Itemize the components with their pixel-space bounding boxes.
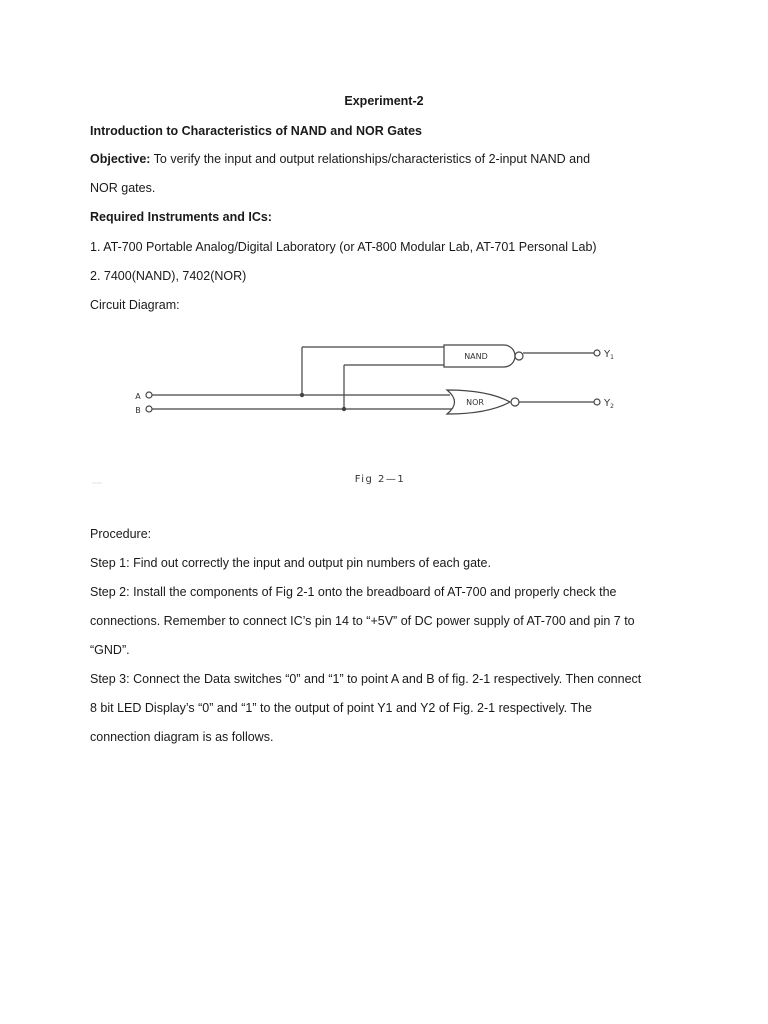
instrument-item-2: 2. 7400(NAND), 7402(NOR) [90,269,247,283]
objective-line-2: NOR gates. [90,181,156,195]
y1-terminal [594,350,600,356]
section-title: Introduction to Characteristics of NAND and NOR Gates [90,124,422,138]
a-terminal [146,392,152,398]
y2-label: $Y_2$ [604,398,614,410]
procedure-line-6: 8 bit LED Display’s “0” and “1” to the output of point Y1 and Y2 of Fig. 2-1 respectively. The [90,701,592,715]
nand-label: NAND [464,352,488,361]
circuit-heading: Circuit Diagram: [90,298,180,312]
procedure-line-1: Step 1: Find out correctly the input and output pin numbers of each gate. [90,556,491,570]
y2-terminal [594,399,600,405]
junction-b [342,407,346,411]
procedure-line-2: Step 2: Install the components of Fig 2-1 onto the breadboard of AT-700 and properly check the [90,585,617,599]
instruments-heading: Required Instruments and ICs: [90,210,272,224]
input-b-label: B [135,406,141,415]
procedure-line-7: connection diagram is as follows. [90,730,274,744]
junction-a [300,393,304,397]
circuit-diagram-svg [90,333,690,493]
objective-label: Objective: [90,152,151,166]
objective-line-1 [90,152,590,166]
procedure-heading: Procedure: [90,527,152,541]
procedure-line-4: “GND”. [90,643,130,657]
input-a-label: A [135,392,141,401]
nor-label: NOR [466,398,484,407]
b-terminal [146,406,152,412]
procedure-line-3: connections. Remember to connect IC’s pin 14 to “+5V” of DC power supply of AT-700 and pin 7 to [90,614,635,628]
objective-text-1: To verify the input and output relationships/characteristics of 2-input NAND and [150,152,591,166]
nor-bubble [511,398,519,406]
procedure-line-5: Step 3: Connect the Data switches “0” and “1” to point A and B of fig. 2-1 respectively. Then connect [90,672,642,686]
experiment-title: Experiment-2 [344,94,424,108]
nand-bubble [515,352,523,360]
circuit-diagram [90,333,690,493]
instrument-item-1: 1. AT-700 Portable Analog/Digital Laboratory (or AT-800 Modular Lab, AT-701 Personal Lab) [90,240,597,254]
figure-caption: Fig 2—1 [354,474,406,485]
y1-label: $Y_1$ [604,349,614,361]
